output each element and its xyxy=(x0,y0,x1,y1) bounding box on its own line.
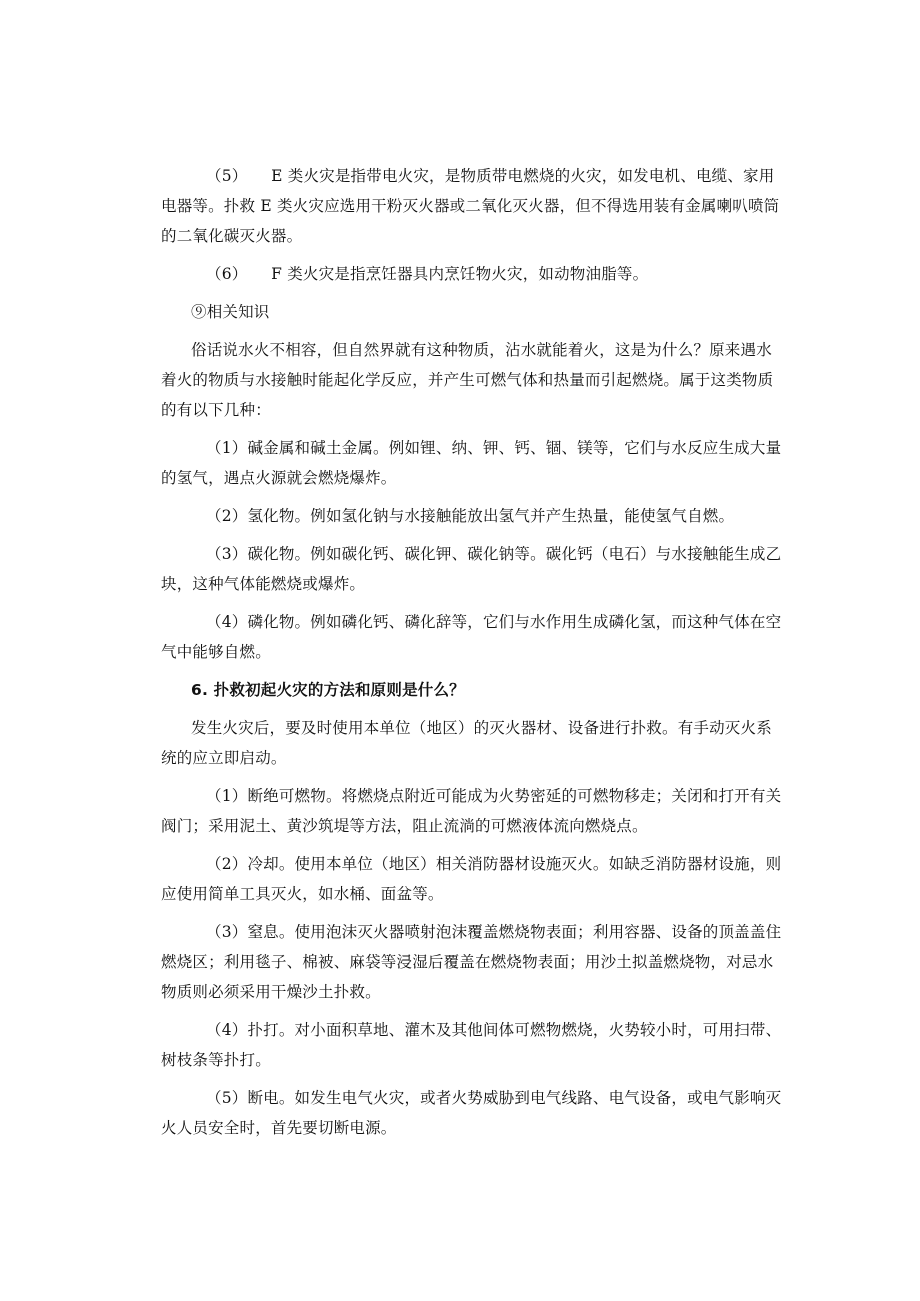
paragraph-e-fire-line-1: （5） E 类火灾是指带电火灾，是物质带电燃烧的火灾，如发电机、电缆、家用 xyxy=(206,167,775,185)
paragraph-section-6-intro-line-1: 发生火灾后，要及时使用本单位（地区）的灭火器材、设备进行扑救。有手动灭火系 xyxy=(191,719,772,737)
paragraph-carbides-line-1: （3）碳化物。例如碳化钙、碳化钾、碳化钠等。碳化钙（电石）与水接触能生成乙 xyxy=(206,545,782,563)
paragraph-power-off-line-1: （5）断电。如发生电气火灾，或者火势威胁到电气线路、电气设备，或电气影响灭 xyxy=(206,1089,782,1107)
paragraph-smothering-line-3: 物质则必须采用干燥沙土扑救。 xyxy=(161,983,381,1001)
paragraph-water-fire-line-3: 的有以下几种： xyxy=(161,401,271,419)
paragraph-power-off-line-2: 火人员安全时，首先要切断电源。 xyxy=(161,1119,397,1137)
paragraph-cooling-line-1: （2）冷却。使用本单位（地区）相关消防器材设施灭火。如缺乏消防器材设施，则 xyxy=(206,855,782,873)
paragraph-beating-line-1: （4）扑打。对小面积草地、灌木及其他间体可燃物燃烧，火势较小时，可用扫带、 xyxy=(206,1021,782,1039)
paragraph-f-fire-line-1: （6） F 类火灾是指烹饪器具内烹饪物火灾，如动物油脂等。 xyxy=(206,265,649,283)
paragraph-carbides-line-2: 块，这种气体能燃烧或爆炸。 xyxy=(161,575,366,593)
paragraph-phosphides-line-2: 气中能够自燃。 xyxy=(161,643,271,661)
paragraph-cooling-line-2: 应使用简单工具灭火，如水桶、面盆等。 xyxy=(161,885,444,903)
paragraph-cut-off-fuel-line-1: （1）断绝可燃物。将燃烧点附近可能成为火势密延的可燃物移走；关闭和打开有关 xyxy=(206,787,782,805)
section-6-heading: 6. 扑救初起火灾的方法和原则是什么？ xyxy=(191,681,465,699)
paragraph-water-fire-line-1: 俗话说水火不相容，但自然界就有这种物质，沾水就能着火，这是为什么？原来遇水 xyxy=(191,341,772,359)
paragraph-beating-line-2: 树枝条等扑打。 xyxy=(161,1051,271,1069)
paragraph-cut-off-fuel-line-2: 阀门；采用泥土、黄沙筑堤等方法，阻止流淌的可燃液体流向燃烧点。 xyxy=(161,817,648,835)
paragraph-e-fire-line-3: 的二氧化碳灭火器。 xyxy=(161,227,303,245)
paragraph-section-6-intro-line-2: 统的应立即启动。 xyxy=(161,749,287,767)
paragraph-smothering-line-1: （3）窒息。使用泡沫灭火器喷射泡沫覆盖燃烧物表面；利用容器、设备的顶盖盖住 xyxy=(206,923,782,941)
paragraph-alkali-line-2: 的氢气，遇点火源就会燃烧爆炸。 xyxy=(161,469,397,487)
paragraph-phosphides-line-1: （4）磷化物。例如磷化钙、磷化辞等，它们与水作用生成磷化氢，而这种气体在空 xyxy=(206,613,782,631)
paragraph-hydrides-line-1: （2）氢化物。例如氢化钠与水接触能放出氢气并产生热量，能使氢气自燃。 xyxy=(206,507,735,525)
paragraph-alkali-line-1: （1）碱金属和碱土金属。例如锂、纳、钾、钙、锢、镁等，它们与水反应生成大量 xyxy=(206,439,782,457)
paragraph-e-fire-line-2: 电器等。扑救 E 类火灾应选用干粉灭火器或二氧化灭火器，但不得选用装有金属喇叭喷筒 xyxy=(161,197,780,215)
paragraph-smothering-line-2: 燃烧区；利用毯子、棉被、麻袋等浸湿后覆盖在燃烧物表面；用沙土拟盖燃烧物，对忌水 xyxy=(161,953,774,971)
related-knowledge-title: ⑨相关知识 xyxy=(191,303,270,321)
paragraph-water-fire-line-2: 着火的物质与水接触时能起化学反应，并产生可燃气体和热量而引起燃烧。属于这类物质 xyxy=(161,371,774,389)
